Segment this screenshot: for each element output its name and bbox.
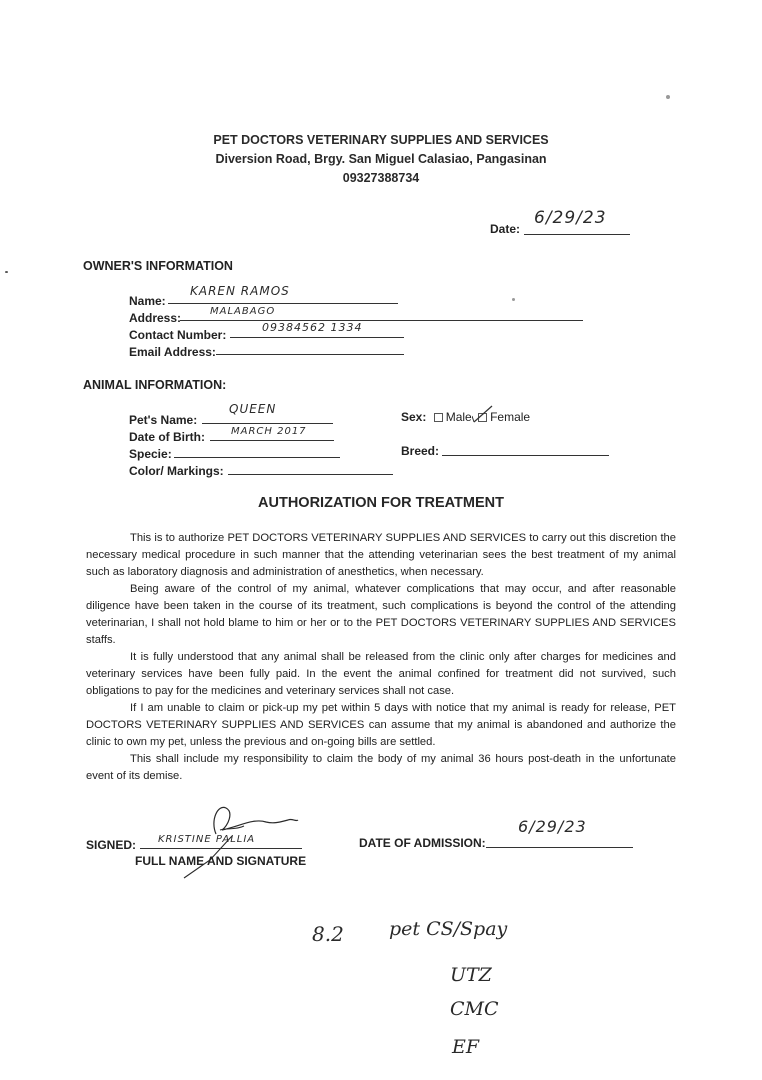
dob-value[interactable]: MARCH 2017 <box>231 426 307 437</box>
note-ef: EF <box>452 1036 480 1058</box>
note-weight: 8.2 <box>312 922 344 946</box>
dob-line <box>210 440 334 441</box>
color-markings-line <box>228 474 393 475</box>
owner-address-label: Address: <box>129 311 182 325</box>
sex-female-label: Female <box>490 410 531 424</box>
color-markings-label: Color/ Markings: <box>129 464 224 478</box>
sex-male-checkbox[interactable] <box>434 413 443 422</box>
signed-name-value[interactable]: KRISTINE PALLIA <box>158 834 256 845</box>
authorization-paragraph-3: It is fully understood that any animal shall be released from the clinic only after charges for medicines and veterinary services have been fully paid. In the event the animal confined for treatment did not survived, such obligations to pay for the medicines and veterinary services shall not case. <box>86 651 676 697</box>
animal-section-title: ANIMAL INFORMATION: <box>83 378 227 392</box>
owner-email-label: Email Address: <box>129 345 216 359</box>
breed-label: Breed: <box>401 444 440 458</box>
owner-name-label: Name: <box>129 294 166 308</box>
company-name: PET DOCTORS VETERINARY SUPPLIES AND SERVICES <box>213 133 549 147</box>
signed-label: SIGNED: <box>86 838 137 852</box>
admission-date-value[interactable]: 6/29/23 <box>518 817 587 836</box>
note-procedure: pet CS/Spay <box>389 918 508 940</box>
specie-line <box>174 457 340 458</box>
admission-date-label: DATE OF ADMISSION: <box>359 836 486 850</box>
signature-caption: FULL NAME AND SIGNATURE <box>135 854 307 868</box>
company-phone: 09327388734 <box>342 171 420 185</box>
owner-email-line <box>216 354 404 355</box>
dob-label: Date of Birth: <box>129 430 205 444</box>
date-line <box>524 234 630 235</box>
scan-speck <box>666 95 670 99</box>
owner-contact-value[interactable]: 09384562 1334 <box>262 321 363 334</box>
note-cmc: CMC <box>450 998 499 1020</box>
authorization-paragraph-2: Being aware of the control of my animal, whatever complications that may occur, and after reasonable diligence have been taken in the course of its treatment, such complications is beyond the control of the attending veterinarian, I shall not hold blame to him or her or to the PET DOCTORS VETERINARY SUPPLIES AND SERVICES staffs. <box>86 583 676 646</box>
owner-address-value[interactable]: MALABAGO <box>210 306 276 317</box>
date-value[interactable]: 6/29/23 <box>534 208 607 228</box>
authorization-title: AUTHORIZATION FOR TREATMENT <box>258 495 504 511</box>
admission-date-line <box>486 847 633 848</box>
owner-contact-label: Contact Number: <box>129 328 227 342</box>
signature-scribble <box>170 800 310 882</box>
pet-name-label: Pet's Name: <box>129 413 198 427</box>
pet-name-value[interactable]: QUEEN <box>229 402 277 416</box>
owner-section-title: OWNER'S INFORMATION <box>83 259 233 273</box>
date-label: Date: <box>490 222 521 236</box>
breed-line <box>442 455 609 456</box>
owner-name-line <box>168 303 398 304</box>
pet-name-line <box>202 423 333 424</box>
stray-mark <box>512 298 515 301</box>
authorization-paragraph-4: If I am unable to claim or pick-up my pet within 5 days with notice that my animal is ready for release, PET DOCTORS VETERINARY SUPPLIES AND SERVICES can assume that my animal is abandoned and authorize the clinic to own my pet, unless the previous and on-going bills are settled. <box>86 702 676 748</box>
scan-speck <box>5 271 8 273</box>
owner-address-line <box>180 320 583 321</box>
sex-male-label: Male <box>445 410 472 424</box>
sex-female-checkmark <box>472 404 494 426</box>
note-utz: UTZ <box>450 964 492 986</box>
company-address: Diversion Road, Brgy. San Miguel Calasiao, Pangasinan <box>215 152 547 166</box>
authorization-paragraph-1: This is to authorize PET DOCTORS VETERINARY SUPPLIES AND SERVICES to carry out this discretion the necessary medical procedure in such manner that the attending veterinarian sees the best treatment of my animal such as laboratory diagnosis and administration of anesthetics, when necessary. <box>86 532 676 578</box>
authorization-paragraph-5: This shall include my responsibility to claim the body of my animal 36 hours post-death in the unfortunate event of its demise. <box>86 753 676 782</box>
owner-contact-line <box>230 337 404 338</box>
specie-label: Specie: <box>129 447 172 461</box>
owner-name-value[interactable]: KAREN RAMOS <box>190 284 290 298</box>
sex-label: Sex: <box>401 410 427 424</box>
sex-field <box>401 410 530 424</box>
